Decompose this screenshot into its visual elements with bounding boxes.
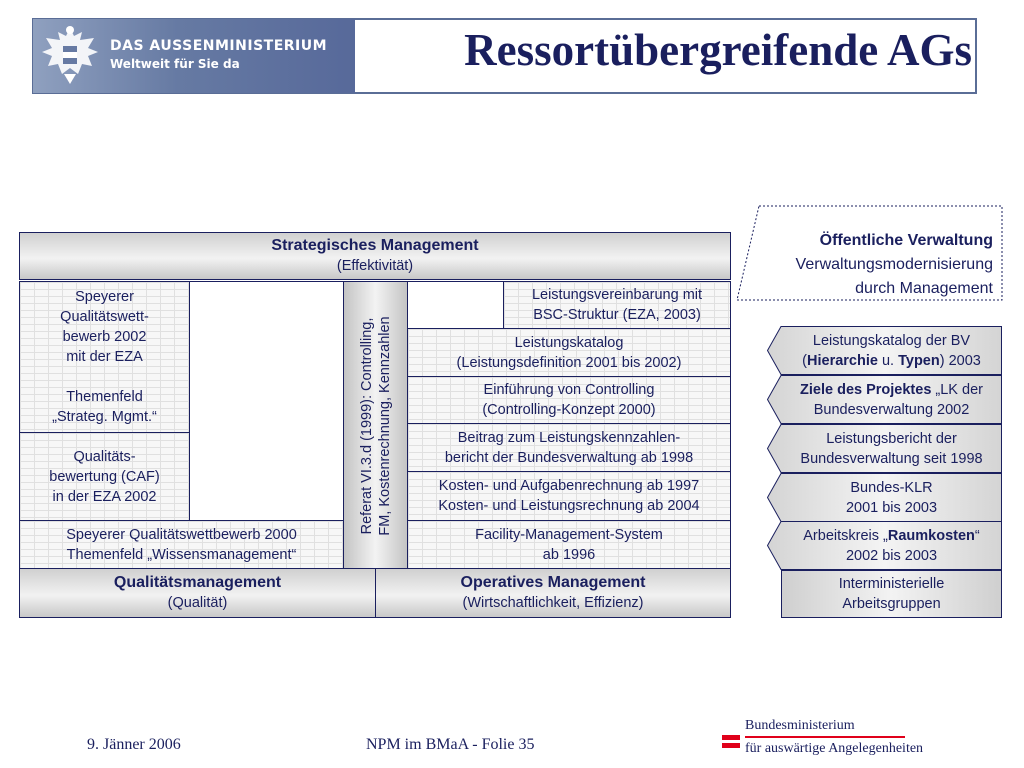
empty-cell [407,281,504,329]
box-line: Beitrag zum Leistungskennzahlen- [457,429,681,446]
text-part: “ [974,527,980,544]
slide-title: Ressortübergreifende AGs [464,25,972,75]
controlling-box [407,376,731,424]
strategic-management-band [19,232,731,280]
arrow-box-leistungskatalog-bv [767,326,1002,375]
leistungskatalog-box [407,328,731,377]
caf-box [19,432,190,521]
arrow-line: 2002 bis 2003 [845,547,938,564]
box-line: bericht der Bundesverwaltung ab 1998 [444,449,694,466]
footer-slide-number: NPM im BMaA - Folie 35 [366,736,535,753]
speyerer-wissensmanagement-box [19,520,344,569]
referat-line: Referat VI.3.d (1999): Controlling, [359,317,375,535]
arrow-line: Bundesverwaltung seit 1998 [800,450,983,467]
speyerer-eza-box [19,281,190,433]
arrow-line: Bundesverwaltung 2002 [813,401,970,418]
public-administration-box [737,205,1003,301]
arrow-box-ziele-projektes [767,375,1002,424]
box-line: in der EZA 2002 [52,488,157,505]
box-line: (Leistungsdefinition 2001 bis 2002) [456,354,682,371]
kennzahlen-box [407,423,731,472]
facility-management-box [407,520,731,569]
org-tagline: Weltweit für Sie da [110,57,240,71]
box-line: ab 1996 [542,546,596,563]
ministry-name-line1: Bundesministerium [745,718,855,733]
leistungsvereinbarung-box [503,281,731,329]
text-bold: Ziele des Projektes [800,381,932,398]
box-line: bewerb 2002 [62,329,147,345]
text-part: Arbeitskreis „ [803,527,888,544]
empty-cell [189,281,344,521]
strategic-subtitle: (Effektivität) [336,258,414,274]
box-line: Speyerer Qualitätswettbewerb 2000 [66,526,297,543]
referat-text [358,316,394,535]
box-line: Speyerer [75,289,134,305]
box-line: Qualitäts- [73,448,136,465]
arrow-line: 2001 bis 2003 [845,499,938,516]
box-line: Facility-Management-System [475,526,663,543]
box-line: Arbeitsgruppen [842,596,941,612]
public-admin-line: durch Management [855,280,993,297]
box-line: Interministerielle [838,576,945,592]
box-line: „Strateg. Mgmt.“ [52,409,157,425]
operative-management-band [375,568,731,618]
box-line: Einführung von Controlling [483,382,655,398]
box-line: (Controlling-Konzept 2000) [482,402,656,418]
box-line: BSC-Struktur (EZA, 2003) [533,307,701,323]
org-name: DAS AUSSENMINISTERIUM [110,38,328,54]
text-bold: Raumkosten [887,527,975,544]
box-line: bewertung (CAF) [49,468,160,485]
public-admin-line: Verwaltungsmodernisierung [795,256,993,273]
quality-management-band [19,568,376,618]
arrow-box-raumkosten [767,521,1002,570]
strategic-title: Strategisches Management [271,237,479,254]
ministry-name-line2: für auswärtige Angelegenheiten [745,741,924,756]
arrow-line: Bundes-KLR [850,479,933,496]
kostenrechnung-box [407,471,731,521]
box-line: Kosten- und Leistungsrechnung ab 2004 [438,498,700,514]
text-part: „LK der [931,381,983,398]
box-line: Themenfeld [66,389,143,405]
text-part: ( [802,352,807,369]
referat-line: FM, Kostenrechnung, Kennzahlen [377,316,393,536]
arrow-box-bundes-klr [767,473,1002,522]
austrian-eagle-icon [38,22,102,90]
text-part: u. [877,352,899,369]
box-line: Qualitätswett- [60,309,149,325]
text-bold: Typen [898,352,940,369]
austrian-flag-icon [722,735,740,749]
text-part: ) 2003 [939,352,981,369]
box-line: Leistungskatalog [514,334,624,351]
operative-title: Operatives Management [460,574,646,591]
arrow-line: Leistungskatalog der BV [812,332,971,349]
arrow-box-leistungsbericht [767,424,1002,473]
referat-vertical-band [343,281,408,569]
box-line: Themenfeld „Wissensmanagement“ [66,546,297,563]
quality-title: Qualitätsmanagement [113,574,282,591]
public-admin-title: Öffentliche Verwaltung [819,232,993,249]
box-line: Kosten- und Aufgabenrechnung ab 1997 [438,478,700,494]
interministerial-groups-box [781,570,1002,618]
ministry-divider [745,736,905,738]
box-line: mit der EZA [66,349,143,365]
footer-date: 9. Jänner 2006 [87,736,181,753]
box-line: Leistungsvereinbarung mit [531,287,703,303]
arrow-line: Leistungsbericht der [826,430,957,447]
operative-subtitle: (Wirtschaftlichkeit, Effizienz) [462,595,644,611]
text-bold: Hierarchie [807,352,878,369]
quality-subtitle: (Qualität) [167,595,228,611]
